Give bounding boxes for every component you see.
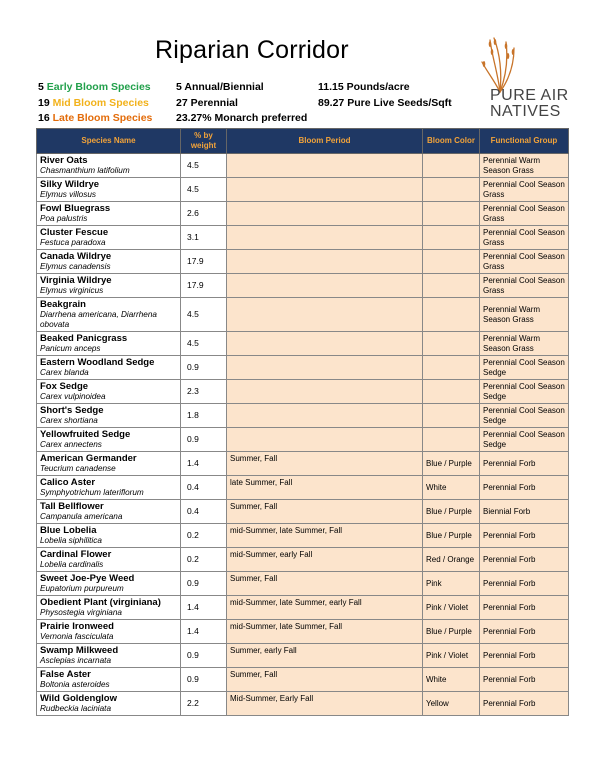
bloom-color-cell: Blue / Purple (423, 500, 480, 524)
common-name: Swamp Milkweed (40, 645, 119, 656)
bloom-period-cell (227, 380, 423, 404)
scientific-name: Vernonia fasciculata (40, 632, 114, 641)
header-color: Bloom Color (423, 129, 480, 154)
seed-stats (318, 80, 452, 111)
scientific-name: Carex blanda (40, 368, 89, 377)
bloom-color-cell (423, 250, 480, 274)
functional-group-cell: Perennial Warm Season Grass (480, 298, 569, 332)
common-name: Tall Bellflower (40, 501, 104, 512)
functional-group-cell: Perennial Warm Season Grass (480, 332, 569, 356)
common-name: Beakgrain (40, 299, 86, 310)
weight-cell: 0.4 (181, 500, 227, 524)
brand-logo (490, 88, 569, 120)
pls-stat: 89.27 Pure Live Seeds/Sqft (318, 96, 452, 109)
weight-cell: 2.2 (181, 692, 227, 716)
common-name: Wild Goldenglow (40, 693, 117, 704)
scientific-name: Lobelia siphilitica (40, 536, 102, 545)
scientific-name: Elymus villosus (40, 190, 96, 199)
table-row (37, 572, 569, 596)
bloom-period-cell: Summer, Fall (227, 500, 423, 524)
early-count: 5 (38, 81, 44, 93)
weight-cell: 2.3 (181, 380, 227, 404)
bloom-period-cell (227, 428, 423, 452)
bloom-stats (38, 80, 152, 127)
common-name: Obedient Plant (virginiana) (40, 597, 161, 608)
common-name: Prairie Ironweed (40, 621, 114, 632)
species-cell (37, 226, 181, 250)
bloom-period-cell (227, 202, 423, 226)
late-count: 16 (38, 112, 50, 124)
functional-group-cell: Perennial Warm Season Grass (480, 154, 569, 178)
species-cell (37, 692, 181, 716)
bloom-color-cell: Red / Orange (423, 548, 480, 572)
mid-label: Mid Bloom Species (52, 96, 149, 109)
scientific-name: Asclepias incarnata (40, 656, 111, 665)
weight-cell: 17.9 (181, 250, 227, 274)
bloom-period-cell: Summer, Fall (227, 572, 423, 596)
bloom-period-cell (227, 250, 423, 274)
bloom-color-cell (423, 380, 480, 404)
species-cell (37, 476, 181, 500)
species-cell (37, 154, 181, 178)
common-name: Eastern Woodland Sedge (40, 357, 155, 368)
weight-cell: 1.8 (181, 404, 227, 428)
pounds-stat: 11.15 Pounds/acre (318, 81, 410, 93)
weight-cell: 0.9 (181, 428, 227, 452)
table-row (37, 154, 569, 178)
common-name: Cardinal Flower (40, 549, 112, 560)
common-name: Calico Aster (40, 477, 96, 488)
common-name: Blue Lobelia (40, 525, 97, 536)
common-name: Beaked Panicgrass (40, 333, 128, 344)
weight-cell: 1.4 (181, 596, 227, 620)
bloom-color-cell: Blue / Purple (423, 452, 480, 476)
scientific-name: Lobelia cardinalis (40, 560, 104, 569)
bloom-period-cell (227, 154, 423, 178)
mid-count: 19 (38, 96, 50, 109)
table-row (37, 226, 569, 250)
species-cell (37, 202, 181, 226)
table-row (37, 668, 569, 692)
species-cell (37, 668, 181, 692)
functional-group-cell: Perennial Cool Season Grass (480, 178, 569, 202)
scientific-name: Eupatorium purpureum (40, 584, 124, 593)
annual-stat: 5 Annual/Biennial (176, 81, 264, 93)
common-name: Canada Wildrye (40, 251, 112, 262)
common-name: False Aster (40, 669, 91, 680)
functional-group-cell: Perennial Cool Season Sedge (480, 404, 569, 428)
species-cell (37, 380, 181, 404)
bloom-color-cell: White (423, 476, 480, 500)
bloom-color-cell (423, 154, 480, 178)
bloom-period-cell (227, 332, 423, 356)
functional-group-cell: Perennial Forb (480, 668, 569, 692)
scientific-name: Boltonia asteroides (40, 680, 110, 689)
species-cell (37, 404, 181, 428)
scientific-name: Elymus virginicus (40, 286, 104, 295)
scientific-name: Festuca paradoxa (40, 238, 106, 247)
common-name: Cluster Fescue (40, 227, 109, 238)
species-cell (37, 332, 181, 356)
common-name: Fox Sedge (40, 381, 89, 392)
bloom-color-cell (423, 202, 480, 226)
functional-group-cell: Perennial Forb (480, 596, 569, 620)
weight-cell: 3.1 (181, 226, 227, 250)
weight-cell: 4.5 (181, 178, 227, 202)
scientific-name: Carex shortiana (40, 416, 98, 425)
late-label: Late Bloom Species (52, 112, 153, 124)
bloom-period-cell: late Summer, Fall (227, 476, 423, 500)
bloom-period-cell: mid-Summer, early Fall (227, 548, 423, 572)
lifecycle-stats (176, 80, 307, 127)
bloom-color-cell (423, 428, 480, 452)
functional-group-cell: Perennial Forb (480, 572, 569, 596)
table-row (37, 476, 569, 500)
scientific-name: Diarrhena americana, Diarrhena obovata (40, 310, 157, 329)
bloom-color-cell: Blue / Purple (423, 524, 480, 548)
functional-group-cell: Biennial Forb (480, 500, 569, 524)
scientific-name: Carex vulpinoidea (40, 392, 106, 401)
scientific-name: Poa palustris (40, 214, 88, 223)
bloom-color-cell (423, 178, 480, 202)
table-row (37, 524, 569, 548)
species-cell (37, 524, 181, 548)
scientific-name: Symphyotrichum lateriflorum (40, 488, 144, 497)
scientific-name: Carex annectens (40, 440, 102, 449)
species-cell (37, 452, 181, 476)
functional-group-cell: Perennial Forb (480, 452, 569, 476)
bloom-color-cell (423, 332, 480, 356)
header-weight: % by weight (181, 129, 227, 154)
table-row (37, 620, 569, 644)
header-group: Functional Group (480, 129, 569, 154)
table-row (37, 356, 569, 380)
functional-group-cell: Perennial Forb (480, 548, 569, 572)
weight-cell: 0.9 (181, 572, 227, 596)
table-row (37, 332, 569, 356)
species-cell (37, 274, 181, 298)
bloom-period-cell: Summer, early Fall (227, 644, 423, 668)
common-name: Short's Sedge (40, 405, 104, 416)
bloom-period-cell (227, 404, 423, 428)
species-cell (37, 428, 181, 452)
species-cell (37, 178, 181, 202)
species-cell (37, 572, 181, 596)
bloom-period-cell (227, 178, 423, 202)
common-name: Fowl Bluegrass (40, 203, 111, 214)
scientific-name: Elymus canadensis (40, 262, 111, 271)
common-name: Yellowfruited Sedge (40, 429, 131, 440)
table-row (37, 274, 569, 298)
page-title: Riparian Corridor (155, 36, 349, 64)
weight-cell: 1.4 (181, 452, 227, 476)
functional-group-cell: Perennial Forb (480, 692, 569, 716)
bloom-period-cell (227, 226, 423, 250)
weight-cell: 17.9 (181, 274, 227, 298)
bloom-color-cell: Pink (423, 572, 480, 596)
species-cell (37, 644, 181, 668)
perennial-stat: 27 Perennial (176, 96, 238, 109)
scientific-name: Panicum anceps (40, 344, 101, 353)
functional-group-cell: Perennial Cool Season Grass (480, 226, 569, 250)
brand-line2: NATIVES (490, 103, 561, 120)
scientific-name: Teucrium canadense (40, 464, 116, 473)
common-name: Sweet Joe-Pye Weed (40, 573, 135, 584)
functional-group-cell: Perennial Forb (480, 524, 569, 548)
species-cell (37, 356, 181, 380)
bloom-color-cell (423, 356, 480, 380)
mid-bloom-stat (38, 96, 152, 112)
scientific-name: Chasmanthium latifolium (40, 166, 130, 175)
common-name: River Oats (40, 155, 88, 166)
table-header-row (37, 129, 569, 154)
table-row (37, 500, 569, 524)
functional-group-cell: Perennial Cool Season Grass (480, 274, 569, 298)
functional-group-cell: Perennial Cool Season Sedge (480, 356, 569, 380)
weight-cell: 2.6 (181, 202, 227, 226)
species-cell (37, 620, 181, 644)
weight-cell: 4.5 (181, 154, 227, 178)
weight-cell: 0.9 (181, 644, 227, 668)
bloom-color-cell (423, 404, 480, 428)
weight-cell: 4.5 (181, 298, 227, 332)
bloom-period-cell: Summer, Fall (227, 452, 423, 476)
common-name: Virginia Wildrye (40, 275, 112, 286)
bloom-color-cell (423, 274, 480, 298)
species-cell (37, 298, 181, 332)
table-row (37, 298, 569, 332)
bloom-period-cell: mid-Summer, late Summer, Fall (227, 620, 423, 644)
bloom-period-cell (227, 274, 423, 298)
species-table (36, 128, 569, 716)
late-bloom-stat (38, 111, 152, 127)
functional-group-cell: Perennial Forb (480, 620, 569, 644)
table-row (37, 404, 569, 428)
table-row (37, 428, 569, 452)
early-label: Early Bloom Species (46, 81, 151, 93)
bloom-period-cell (227, 356, 423, 380)
bloom-color-cell: Pink / Violet (423, 596, 480, 620)
bloom-color-cell (423, 226, 480, 250)
bloom-period-cell: mid-Summer, late Summer, Fall (227, 524, 423, 548)
header-species: Species Name (37, 129, 181, 154)
weight-cell: 0.2 (181, 548, 227, 572)
species-cell (37, 500, 181, 524)
common-name: American Germander (40, 453, 137, 464)
table-row (37, 178, 569, 202)
bloom-period-cell: Mid-Summer, Early Fall (227, 692, 423, 716)
functional-group-cell: Perennial Cool Season Grass (480, 250, 569, 274)
monarch-stat: 23.27% Monarch preferred (176, 112, 308, 124)
weight-cell: 0.9 (181, 356, 227, 380)
functional-group-cell: Perennial Cool Season Sedge (480, 380, 569, 404)
bloom-color-cell: White (423, 668, 480, 692)
weight-cell: 0.4 (181, 476, 227, 500)
brand-line1: PURE AIR (490, 87, 569, 104)
weight-cell: 1.4 (181, 620, 227, 644)
common-name: Silky Wildrye (40, 179, 100, 190)
functional-group-cell: Perennial Cool Season Sedge (480, 428, 569, 452)
table-row (37, 380, 569, 404)
table-row (37, 644, 569, 668)
species-cell (37, 548, 181, 572)
functional-group-cell: Perennial Forb (480, 644, 569, 668)
table-row (37, 250, 569, 274)
weight-cell: 0.9 (181, 668, 227, 692)
table-row (37, 596, 569, 620)
header-bloom: Bloom Period (227, 129, 423, 154)
weight-cell: 4.5 (181, 332, 227, 356)
bloom-period-cell: Summer, Fall (227, 668, 423, 692)
table-row (37, 548, 569, 572)
bloom-color-cell: Pink / Violet (423, 644, 480, 668)
functional-group-cell: Perennial Cool Season Grass (480, 202, 569, 226)
bloom-color-cell: Yellow (423, 692, 480, 716)
species-cell (37, 596, 181, 620)
bloom-period-cell: mid-Summer, late Summer, early Fall (227, 596, 423, 620)
table-row (37, 202, 569, 226)
bloom-color-cell (423, 298, 480, 332)
early-bloom-stat (38, 80, 152, 96)
functional-group-cell: Perennial Forb (480, 476, 569, 500)
scientific-name: Rudbeckia laciniata (40, 704, 112, 713)
scientific-name: Physostegia virginiana (40, 608, 122, 617)
weight-cell: 0.2 (181, 524, 227, 548)
table-row (37, 692, 569, 716)
bloom-color-cell: Blue / Purple (423, 620, 480, 644)
table-row (37, 452, 569, 476)
species-cell (37, 250, 181, 274)
bloom-period-cell (227, 298, 423, 332)
scientific-name: Campanula americana (40, 512, 123, 521)
